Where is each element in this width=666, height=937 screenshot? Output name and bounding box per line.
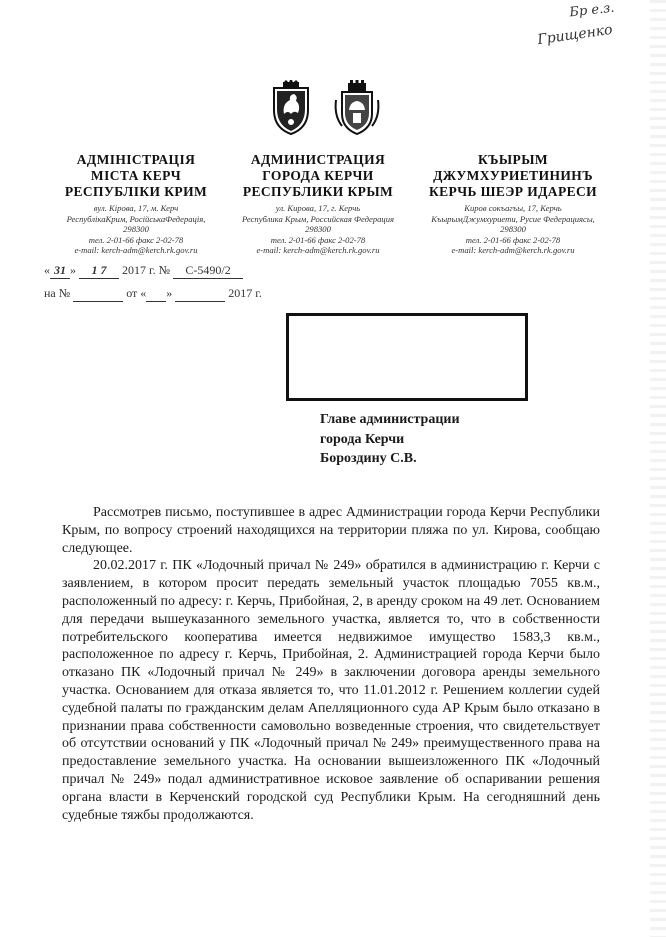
org-address-ukrainian: вул. Кірова, 17, м. Керч РеспублікаКрим, РосійськаФедерація, 298300 тел. 2-01-66 факс 2-02-78 e-mail: kerch-adm@kerch.rk.gov.ru bbox=[66, 203, 206, 255]
org-name-ukrainian: АДМІНІСТРАЦІЯ МІСТА КЕРЧ РЕСПУБЛІКИ КРИМ bbox=[64, 152, 208, 199]
org-address-crimean-tatar: Киров сокъагъы, 17, Керчь КъырымДжумхуриети, Русие Федерациясы, 298300 тел. 2-01-66 факс 2-02-78 e-mail: kerch-adm@kerch.rk.gov.ru bbox=[431, 203, 595, 255]
handwritten-note-line2: Грищенко bbox=[536, 21, 614, 49]
ref-day: 31 bbox=[50, 263, 70, 279]
addressee-line: Бороздину С.В. bbox=[320, 451, 417, 466]
body-paragraph-1: Рассмотрев письмо, поступившее в адрес Администрации города Керчи Республики Крым, по вопросу строений находящихся на территории пляжа по ул. Кирова, сообщаю следующее. bbox=[62, 505, 600, 556]
header-column-ukrainian bbox=[52, 152, 220, 256]
incoming-reference: на № от « » 2017 г. bbox=[44, 286, 262, 300]
addressee-line: Главе администрации bbox=[320, 412, 460, 427]
addressee-line: города Керчи bbox=[320, 431, 405, 447]
outgoing-reference: « 31 » 1 7 2017 г. № С-5490/2 bbox=[44, 263, 243, 279]
scan-edge bbox=[650, 0, 666, 937]
ref-month: 1 7 bbox=[79, 263, 119, 279]
redacted-box bbox=[286, 313, 528, 401]
header-column-crimean-tatar bbox=[420, 152, 606, 256]
addressee-block bbox=[320, 410, 460, 469]
body-paragraph-2: 20.02.2017 г. ПК «Лодочный причал № 249» обратился в администрацию г. Керчи с заявлением, в котором просит передать земельный участок площадью 7055 кв.м., расположенный по адресу: г. Керчь, Прибойная, 2, в аренду сроком на 49 лет. Основанием для передачи вышеуказанного земельного участка, является то, что в собственности потребительского кооператива имеется недвижимое имущество 1583,3 кв.м., расположенное по адресу г. Керчь, Прибойная, 2. Администрацией города Керчи было отказано ПК «Лодочный причал № 249» в заключении договора аренды земельного участка. Основанием для отказа является то, что 11.01.2012 г. Решением коллегии судей судебной палаты по гражданским делам Апелляционного суда АР Крым было отказано в признании права собственности самовольно возведенные строения, что свидетельствует об отсутствии оснований у ПК «Лодочный причал № 249» преимущественного права на предоставление земельного участка. На основании вышеизложенного ПК «Лодочный причал № 249» подал административное исковое заявление об оспаривании решения органа власти в Керченский городской суд Республики Крым. На сегодняшний день судебные тяжбы продолжаются. bbox=[62, 558, 600, 823]
handwritten-note-line1: Бр е.з. bbox=[568, 0, 616, 21]
org-name-crimean-tatar: КЪЫРЫМ ДЖУМХУРИЕТИНИНЪ КЕРЧЬ ШЕЭР ИДАРЕСИ bbox=[428, 152, 598, 199]
crimea-coat-of-arms-icon bbox=[270, 80, 312, 136]
letter-body bbox=[62, 504, 600, 824]
org-address-russian: ул. Кирова, 17, г. Керчь Республика Крым, Российская Федерация 298300 тел. 2-01-66 факс 2-02-78 e-mail: kerch-adm@kerch.rk.gov.ru bbox=[241, 203, 395, 255]
kerch-coat-of-arms-icon bbox=[334, 80, 380, 136]
ref-number: С-5490/2 bbox=[173, 263, 243, 279]
org-name-russian: АДМИНИСТРАЦИЯ ГОРОДА КЕРЧИ РЕСПУБЛИКИ КРЫМ bbox=[242, 152, 394, 199]
header-column-russian bbox=[228, 152, 408, 256]
